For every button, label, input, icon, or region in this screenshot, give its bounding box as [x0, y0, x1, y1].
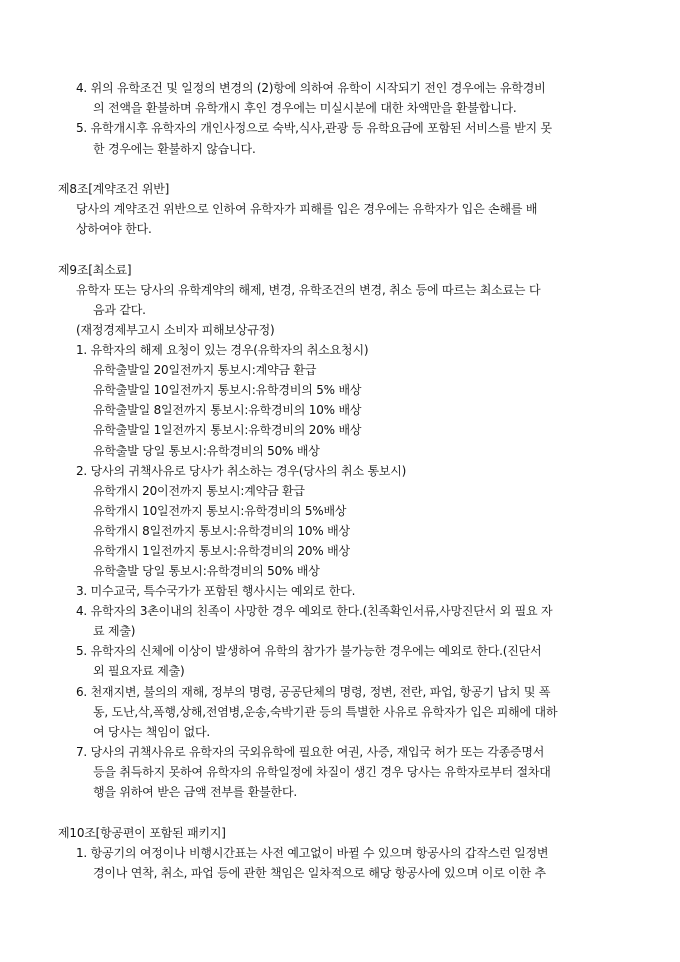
- article9-item7-line1: 7. 당사의 귀책사유로 유학자의 국외유학에 필요한 여권, 사증, 재입국 허가 또는 각종증명서: [76, 745, 545, 759]
- article9-item1-row: 유학출발 당일 통보시:유학경비의 50% 배상: [93, 444, 320, 458]
- article9-item1-row: 유학출발일 8일전까지 통보시:유학경비의 10% 배상: [93, 403, 362, 417]
- article9-item2-row: 유학개시 10일전까지 통보시:유학경비의 5%배상: [93, 504, 347, 518]
- article9-item7-line2: 등을 취득하지 못하여 유학자의 유학일정에 차질이 생긴 경우 당사는 유학자로부터 절차대: [93, 765, 551, 779]
- article9-item1-row: 유학출발일 10일전까지 통보시:유학경비의 5% 배상: [93, 383, 362, 397]
- article9-item2-row: 유학개시 1일전까지 통보시:유학경비의 20% 배상: [93, 544, 350, 558]
- article7-item4-line1: 4. 위의 유학조건 및 일정의 변경의 (2)항에 의하여 유학이 시작되기 전인 경우에는 유학경비: [76, 81, 546, 95]
- article9-regulation-note: (재정경제부고시 소비자 피해보상규정): [76, 323, 275, 337]
- article9-item4-line1: 4. 유학자의 3촌이내의 친족이 사망한 경우 예외로 한다.(친족확인서류,사망진단서 외 필요 자: [76, 604, 553, 618]
- article8-body-line1: 당사의 계약조건 위반으로 인하여 유학자가 피해를 입은 경우에는 유학자가 입은 손해를 배: [76, 202, 538, 216]
- article9-item7-line3: 행을 위하여 받은 금액 전부를 환불한다.: [93, 785, 297, 799]
- article9-item5-line2: 외 필요자료 제출): [93, 664, 185, 678]
- article9-item1-row: 유학출발일 1일전까지 통보시:유학경비의 20% 배상: [93, 423, 362, 437]
- article9-item1-row: 유학출발일 20일전까지 통보시:계약금 환급: [93, 363, 317, 377]
- article10-item1-line1: 1. 항공기의 여정이나 비행시간표는 사전 예고없이 바뀔 수 있으며 항공사의 갑작스런 일정변: [76, 846, 549, 860]
- article8-body-line2: 상하여야 한다.: [76, 222, 152, 236]
- article7-item5-line1: 5. 유학개시후 유학자의 개인사정으로 숙박,식사,관광 등 유학요금에 포함된 서비스를 받지 못: [76, 121, 552, 135]
- article9-item6-line3: 여 당사는 책임이 없다.: [93, 725, 210, 739]
- article9-item2-row: 유학개시 8일전까지 통보시:유학경비의 10% 배상: [93, 524, 350, 538]
- article10-heading: 제10조[항공편이 포함된 패키지]: [58, 826, 226, 840]
- article9-item2-row: 유학출발 당일 통보시:유학경비의 50% 배상: [93, 564, 320, 578]
- article9-item5-line1: 5. 유학자의 신체에 이상이 발생하여 유학의 참가가 불가능한 경우에는 예외로 한다.(진단서: [76, 644, 542, 658]
- article9-intro-line1: 유학자 또는 당사의 유학계약의 해제, 변경, 유학조건의 변경, 취소 등에 따르는 최소료는 다: [76, 283, 541, 297]
- article7-item4-line2: 의 전액을 환불하며 유학개시 후인 경우에는 미실시분에 대한 차액만을 환불합니다.: [93, 101, 517, 115]
- article9-item2-row: 유학개시 20이전까지 통보시:계약금 환급: [93, 484, 305, 498]
- article10-item1-line2: 경이나 연착, 취소, 파업 등에 관한 책임은 일차적으로 해당 항공사에 있으며 이로 이한 추: [93, 866, 546, 880]
- article9-item2-title: 2. 당사의 귀책사유로 당사가 취소하는 경우(당사의 취소 통보시): [76, 464, 407, 478]
- article8-heading: 제8조[계약조건 위반]: [58, 182, 170, 196]
- article9-item6-line2: 동, 도난,삭,폭행,상해,전염병,운송,숙박기관 등의 특별한 사유로 유학자가 입은 피해에 대하: [93, 705, 558, 719]
- article9-item6-line1: 6. 천재지변, 불의의 재해, 정부의 명령, 공공단체의 명령, 정변, 전란, 파업, 항공기 납치 및 폭: [76, 685, 551, 699]
- article9-heading: 제9조[최소료]: [58, 263, 132, 277]
- article7-item5-line2: 한 경우에는 환불하지 않습니다.: [93, 142, 256, 156]
- article9-item3: 3. 미수교국, 특수국가가 포함된 행사시는 예외로 한다.: [76, 584, 356, 598]
- article9-item1-title: 1. 유학자의 해제 요청이 있는 경우(유학자의 취소요청시): [76, 343, 369, 357]
- article9-intro-line2: 음과 같다.: [93, 303, 146, 317]
- article9-item4-line2: 료 제출): [93, 624, 136, 638]
